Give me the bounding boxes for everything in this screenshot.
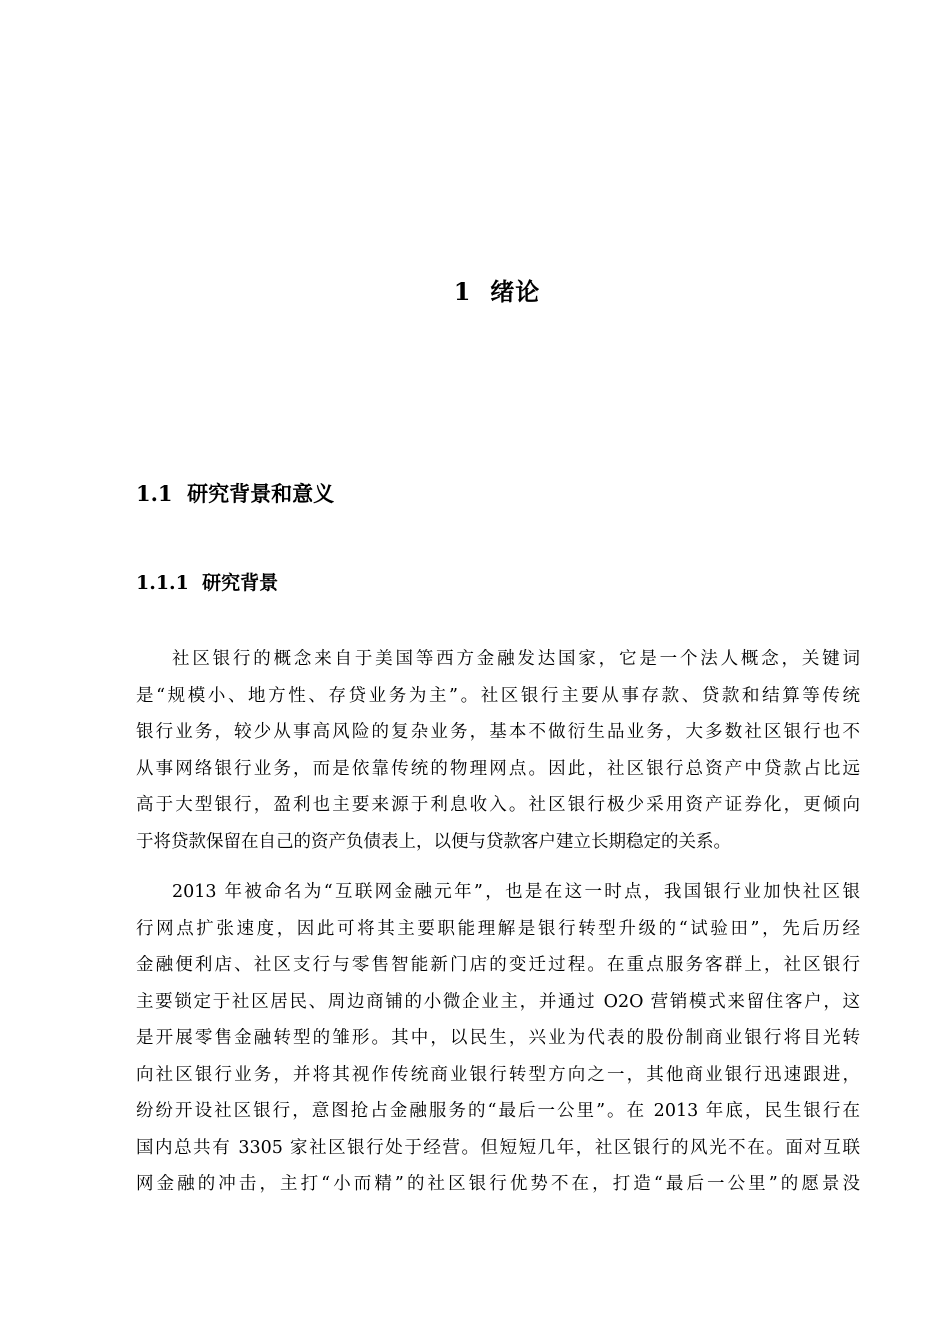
paragraph-line: 行网点扩张速度，因此可将其主要职能理解是银行转型升级的“试验田”，先后历经 xyxy=(136,918,860,939)
paragraph-line: 从事网络银行业务，而是依靠传统的物理网点。因此，社区银行总资产中贷款占比远 xyxy=(136,758,860,779)
paragraph-line: 高于大型银行，盈利也主要来源于利息收入。社区银行极少采用资产证券化，更倾向 xyxy=(136,795,860,815)
paragraph-line: 主要锁定于社区居民、周边商铺的小微企业主，并通过 O2O 营销模式来留住客户，这 xyxy=(136,991,860,1012)
paragraph-line: 金融便利店、社区支行与零售智能新门店的变迁过程。在重点服务客群上，社区银行 xyxy=(136,955,860,975)
paragraph-line: 向社区银行业务，并将其视作传统商业银行转型方向之一，其他商业银行迅速跟进， xyxy=(136,1064,860,1085)
paragraph-line: 网金融的冲击，主打“小而精”的社区银行优势不在，打造“最后一公里”的愿景没 xyxy=(136,1174,860,1194)
paragraph-line: 是“规模小、地方性、存贷业务为主”。社区银行主要从事存款、贷款和结算等传统 xyxy=(136,685,860,706)
paragraph-line: 银行业务，较少从事高风险的复杂业务，基本不做衍生品业务，大多数社区银行也不 xyxy=(136,722,860,742)
body-paragraph-2 xyxy=(136,874,860,1203)
paragraph-line: 纷纷开设社区银行，意图抢占金融服务的“最后一公里”。在 2013 年底，民生银行在 xyxy=(136,1101,860,1121)
paragraph-line: 社区银行的概念来自于美国等西方金融发达国家，它是一个法人概念，关键词 xyxy=(172,649,860,669)
body-paragraph-1 xyxy=(136,641,860,860)
paragraph-line: 于将贷款保留在自己的资产负债表上，以便与贷款客户建立长期稳定的关系。 xyxy=(136,831,731,852)
paragraph-line: 是开展零售金融转型的雏形。其中，以民生，兴业为代表的股份制商业银行将目光转 xyxy=(136,1028,860,1048)
section-heading: 1.1 研究背景和意义 xyxy=(136,481,335,506)
subsection-heading: 1.1.1 研究背景 xyxy=(136,572,279,594)
chapter-title: 1 绪论 xyxy=(453,277,541,306)
paragraph-line: 国内总共有 3305 家社区银行处于经营。但短短几年，社区银行的风光不在。面对互联 xyxy=(136,1137,860,1158)
paragraph-line: 2013 年被命名为“互联网金融元年”，也是在这一时点，我国银行业加快社区银 xyxy=(172,882,860,902)
